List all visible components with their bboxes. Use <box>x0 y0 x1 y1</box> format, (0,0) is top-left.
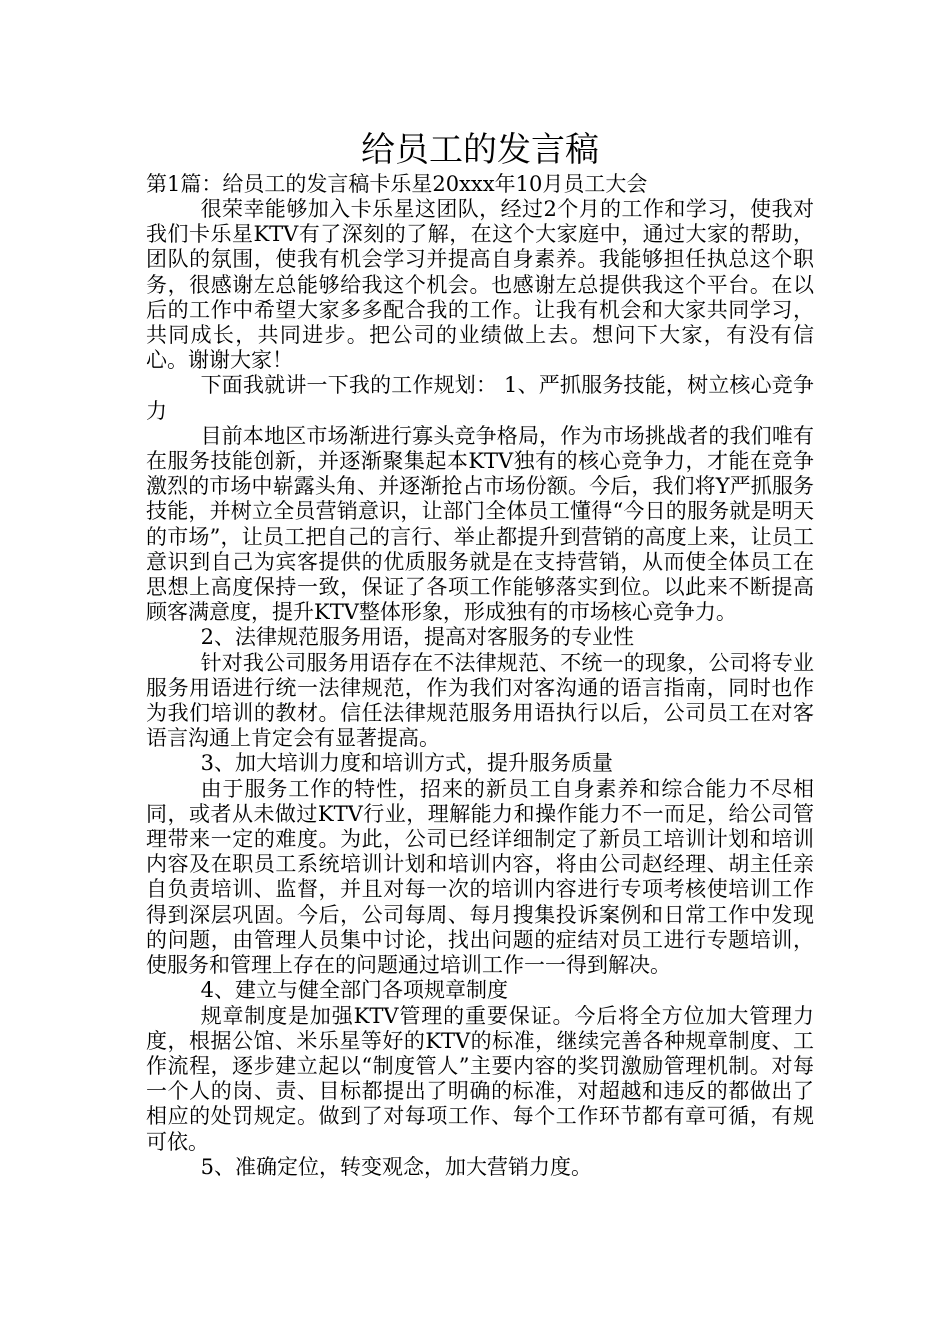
paragraph-plan-heading-4: 4、建立与健全部门各项规章制度 <box>200 978 508 1003</box>
paragraph-plan-heading-3: 3、加大培训力度和培训方式，提升服务质量 <box>200 751 613 776</box>
paragraph-plan-body-4: 规章制度是加强KTV管理的重要保证。今后将全方位加大管理力度，根据公馆、米乐星等好的KTV的标准，继续完善各种规章制度、工作流程，逐步建立起以“制度管人”主要内容的奖罚激励管理机制。对每一个人的岗、责、目标都提出了明确的标准，对超越和违反的都做出了相应的处罚规定。做到了对每项工作、每个工作环节都有章可循，有规可依。 <box>146 1003 814 1154</box>
document-title: 给员工的发言稿 <box>361 130 599 170</box>
document-subtitle: 第1篇：给员工的发言稿卡乐星20xxx年10月员工大会 <box>146 172 648 196</box>
paragraph-plan-body-2: 针对我公司服务用语存在不法律规范、不统一的现象，公司将专业服务用语进行统一法律规范，作为我们对客沟通的语言指南，同时也作为我们培训的教材。信任法律规范服务用语执行以后，公司员工在对客语言沟通上肯定会有显著提高。 <box>146 650 814 751</box>
paragraph-intro: 很荣幸能够加入卡乐星这团队，经过2个月的工作和学习，使我对我们卡乐星KTV有了深刻的了解，在这个大家庭中，通过大家的帮助，团队的氛围，使我有机会学习并提高自身素养。我能够担任执总这个职务，很感谢左总能够给我这个机会。也感谢左总提供我这个平台。在以后的工作中希望大家多多配合我的工作。让我有机会和大家共同学习，共同成长，共同进步。把公司的业绩做上去。想问下大家，有没有信心。谢谢大家！ <box>146 197 814 373</box>
paragraph-plan-heading-5: 5、准确定位，转变观念，加大营销力度。 <box>200 1154 592 1179</box>
paragraph-plan-body-1: 目前本地区市场渐进行寡头竞争格局，作为市场挑战者的我们唯有在服务技能创新，并逐渐聚集起本KTV独有的核心竞争力，才能在竞争激烈的市场中崭露头角、并逐渐抢占市场份额。今后，我们将Y严抓服务技能，并树立全员营销意识，让部门全体员工懂得“今日的服务就是明天的市场”，让员工把自己的言行、举止都提升到营销的高度上来，让员工意识到自己为宾客提供的优质服务就是在支持营销，从而使全体员工在思想上高度保持一致，保证了各项工作能够落实到位。以此来不断提高顾客满意度，提升KTV整体形象，形成独有的市场核心竞争力。 <box>146 423 814 625</box>
paragraph-plan-heading-2: 2、法律规范服务用语，提高对客服务的专业性 <box>200 625 634 650</box>
paragraph-plan-heading-1: 下面我就讲一下我的工作规划： 1、严抓服务技能，树立核心竞争力 <box>146 373 814 423</box>
document-page <box>146 128 814 1180</box>
paragraph-plan-body-3: 由于服务工作的特性，招来的新员工自身素养和综合能力不尽相同，或者从未做过KTV行业，理解能力和操作能力不一而足，给公司管理带来一定的难度。为此，公司已经详细制定了新员工培训计划和培训内容及在职员工系统培训计划和培训内容，将由公司赵经理、胡主任亲自负责培训、监督，并且对每一次的培训内容进行专项考核使培训工作得到深层巩固。今后，公司每周、每月搜集投诉案例和日常工作中发现的问题，由管理人员集中讨论，找出问题的症结对员工进行专题培训，使服务和管理上存在的问题通过培训工作一一得到解决。 <box>146 776 814 978</box>
